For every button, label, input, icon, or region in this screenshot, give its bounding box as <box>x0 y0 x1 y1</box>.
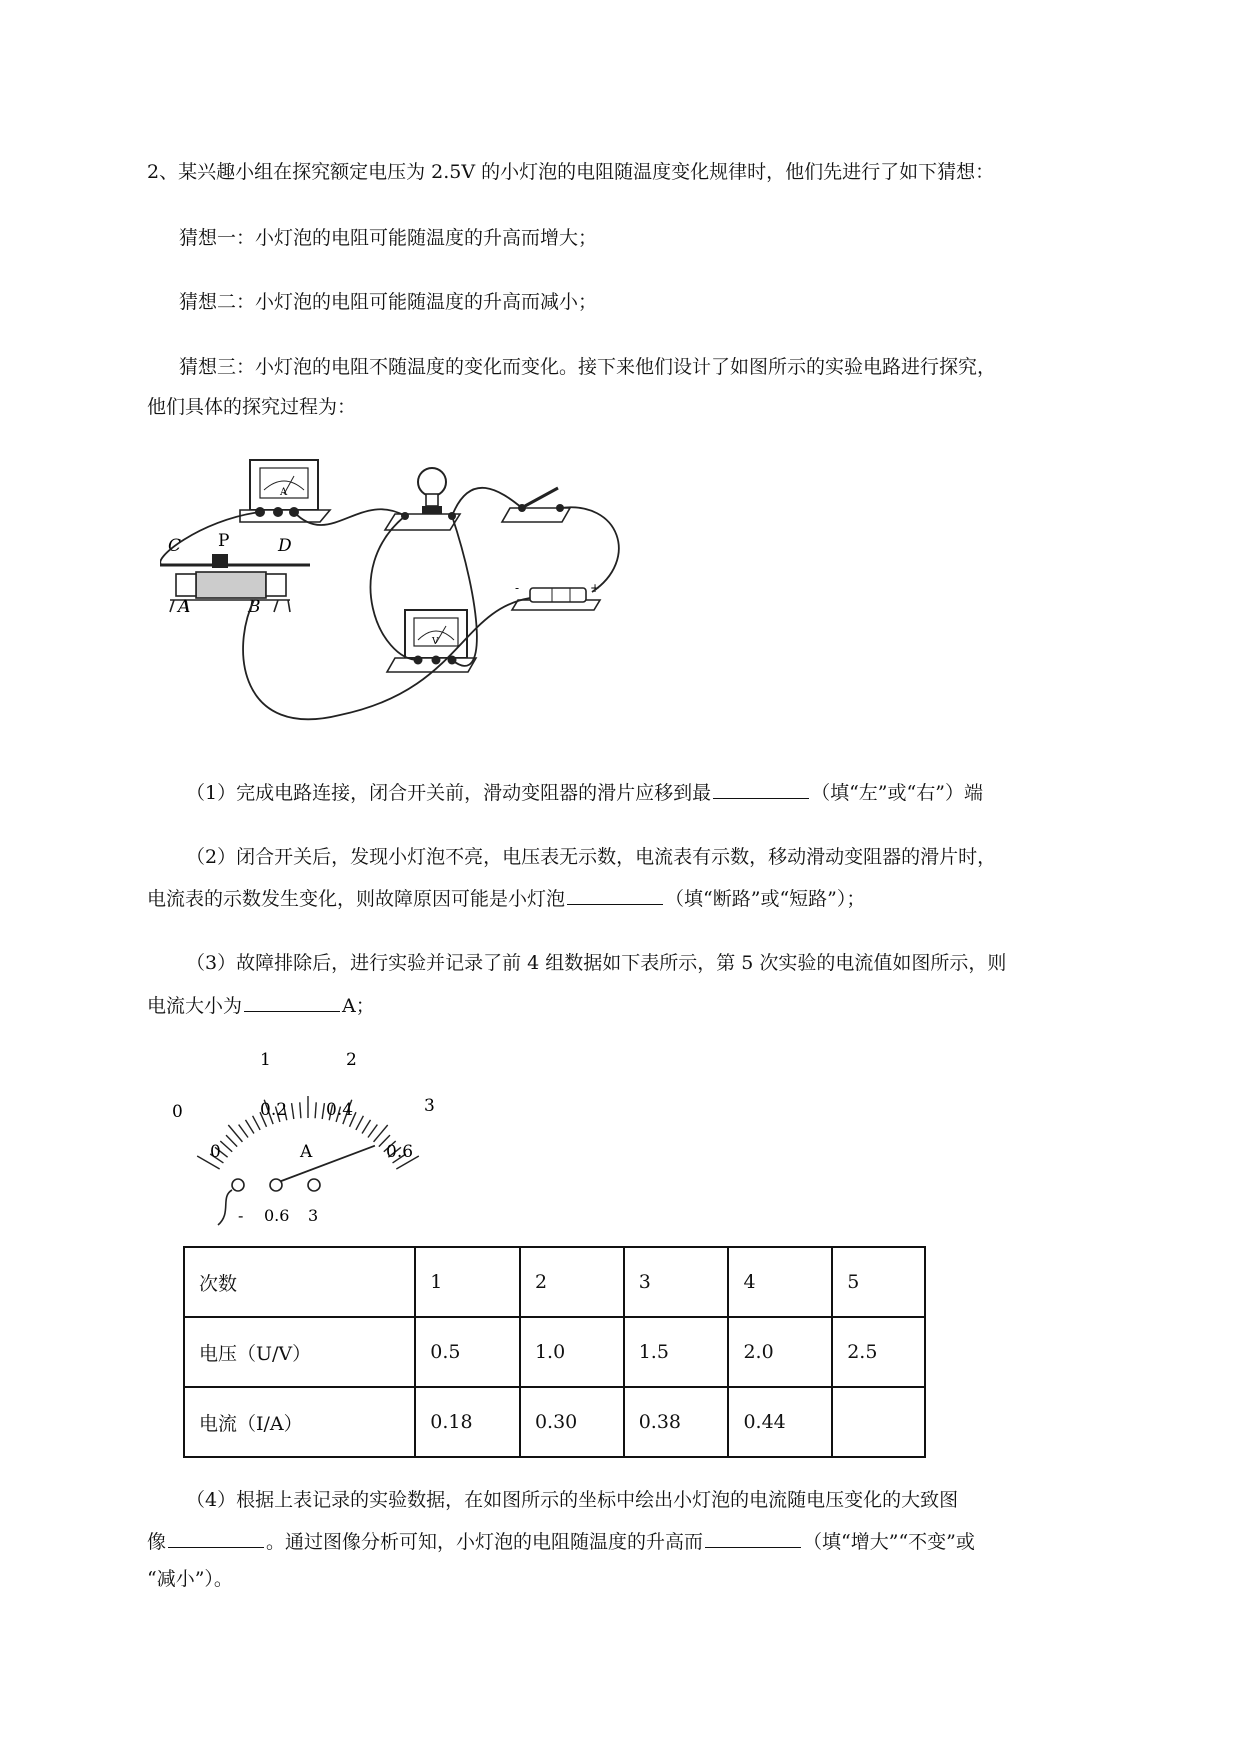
svg-text:+: + <box>590 581 601 595</box>
table-cell: 0.38 <box>624 1387 729 1457</box>
table-row-trial <box>184 1247 925 1317</box>
q1-suffix: （填“左”或“右”）端 <box>811 782 983 804</box>
dial-tick <box>362 1120 370 1134</box>
hypothesis-3-line-1: 猜想三：小灯泡的电阻不随温度的变化而变化。接下来他们设计了如图所示的实验电路进行探究， <box>179 356 997 378</box>
table-cell: 0.18 <box>415 1387 520 1457</box>
q2-line-1: （2）闭合开关后，发现小灯泡不亮，电压表无示数，电流表有示数，移动滑动变阻器的滑片时， <box>186 846 997 868</box>
table-row-voltage <box>184 1317 925 1387</box>
q3-line-2 <box>147 991 375 1018</box>
ammeter-dial <box>160 1045 460 1235</box>
svg-text:P: P <box>218 531 230 551</box>
q1-answer-blank[interactable] <box>713 778 809 799</box>
data-table <box>183 1246 926 1458</box>
q4-graph-blank[interactable] <box>168 1527 264 1548</box>
table-row-current <box>184 1387 925 1457</box>
outer-scale-0: 0 <box>172 1102 183 1122</box>
inner-scale-3: 0.6 <box>386 1142 414 1162</box>
terminal-0-6 <box>270 1179 282 1191</box>
lamp <box>385 468 460 530</box>
hypothesis-1: 猜想一：小灯泡的电阻可能随温度的升高而增大； <box>179 227 598 249</box>
q2-suffix: （填“断路”或“短路”）； <box>665 888 866 910</box>
table-cell: 4 <box>728 1247 832 1317</box>
table-cell-empty[interactable] <box>832 1387 925 1457</box>
table-cell: 0.44 <box>728 1387 832 1457</box>
dial-tick <box>300 1102 301 1118</box>
dial-tick <box>292 1103 294 1119</box>
table-cell: 电流（I/A） <box>184 1387 415 1457</box>
table-cell: 电压（U/V） <box>184 1317 415 1387</box>
switch <box>502 488 570 522</box>
table-cell: 5 <box>832 1247 925 1317</box>
q1-prefix: （1）完成电路连接，闭合开关前，滑动变阻器的滑片应移到最 <box>186 782 712 804</box>
outer-scale-3: 3 <box>424 1096 435 1116</box>
q4-answer-blank[interactable] <box>705 1527 801 1548</box>
table-cell: 2.0 <box>728 1317 832 1387</box>
svg-text:A: A <box>178 597 191 617</box>
dial-tick <box>253 1116 261 1130</box>
dial-tick <box>322 1103 324 1119</box>
outer-scale-2: 2 <box>346 1050 357 1070</box>
circuit-diagram <box>160 450 720 740</box>
table-cell: 0.30 <box>520 1387 624 1457</box>
terminal-label-minus: - <box>238 1206 244 1225</box>
q2-answer-blank[interactable] <box>567 884 663 905</box>
lead-wire <box>218 1190 232 1225</box>
q1-line <box>186 778 983 805</box>
q3-line-1: （3）故障排除后，进行实验并记录了前 4 组数据如下表所示，第 5 次实验的电流值如图所示，则 <box>186 952 1007 974</box>
svg-text:-: - <box>515 581 520 595</box>
hypothesis-2: 猜想二：小灯泡的电阻可能随温度的升高而减小； <box>179 291 598 313</box>
q4-suffix: （填“增大”“不变”或 <box>803 1531 975 1553</box>
dial-tick <box>220 1141 232 1152</box>
table-cell: 2 <box>520 1247 624 1317</box>
dial-tick <box>368 1125 377 1138</box>
q4-prefix: 像 <box>147 1531 167 1553</box>
svg-text:D: D <box>278 536 292 556</box>
q3-suffix: A； <box>342 995 375 1017</box>
question-intro: 2、某兴趣小组在探究额定电压为 2.5V 的小灯泡的电阻随温度变化规律时，他们先进行了如下猜想： <box>147 161 995 183</box>
terminal-label-3: 3 <box>308 1206 319 1225</box>
table-cell: 1 <box>415 1247 520 1317</box>
inner-scale-2: 0.4 <box>326 1100 354 1120</box>
dial-tick <box>356 1116 364 1130</box>
dial-tick <box>239 1125 248 1138</box>
rheostat <box>160 531 310 617</box>
table-cell: 3 <box>624 1247 729 1317</box>
dial-tick <box>315 1102 316 1118</box>
terminal-3 <box>308 1179 320 1191</box>
hypothesis-3-line-2: 他们具体的探究过程为： <box>147 396 357 418</box>
q4-mid: 。通过图像分析可知，小灯泡的电阻随温度的升高而 <box>266 1531 704 1553</box>
terminal-label-0-6: 0.6 <box>264 1206 290 1225</box>
q2-prefix: 电流表的示数发生变化，则故障原因可能是小灯泡 <box>147 888 566 910</box>
terminal-minus <box>232 1179 244 1191</box>
table-cell: 1.0 <box>520 1317 624 1387</box>
svg-text:A: A <box>280 487 288 498</box>
inner-scale-1: 0.2 <box>260 1100 288 1120</box>
battery <box>512 581 600 610</box>
svg-text:V: V <box>432 637 439 647</box>
svg-text:C: C <box>168 536 182 556</box>
svg-text:B: B <box>248 597 261 617</box>
meter-unit: A <box>300 1142 313 1162</box>
q3-prefix: 电流大小为 <box>147 995 243 1017</box>
table-cell: 2.5 <box>832 1317 925 1387</box>
q4-line-3: “减小”）。 <box>147 1568 233 1590</box>
dial-needle <box>276 1146 375 1183</box>
q4-line-1: （4）根据上表记录的实验数据，在如图所示的坐标中绘出小灯泡的电流随电压变化的大致图 <box>186 1489 959 1511</box>
dial-tick <box>226 1135 237 1147</box>
outer-scale-1: 1 <box>260 1050 271 1070</box>
table-cell: 次数 <box>184 1247 415 1317</box>
q3-answer-blank[interactable] <box>244 991 340 1012</box>
table-cell: 1.5 <box>624 1317 729 1387</box>
table-cell: 0.5 <box>415 1317 520 1387</box>
dial-tick <box>245 1120 253 1134</box>
q4-line-2 <box>147 1527 975 1554</box>
q2-line-2 <box>147 884 865 911</box>
inner-scale-0: 0 <box>210 1142 221 1162</box>
